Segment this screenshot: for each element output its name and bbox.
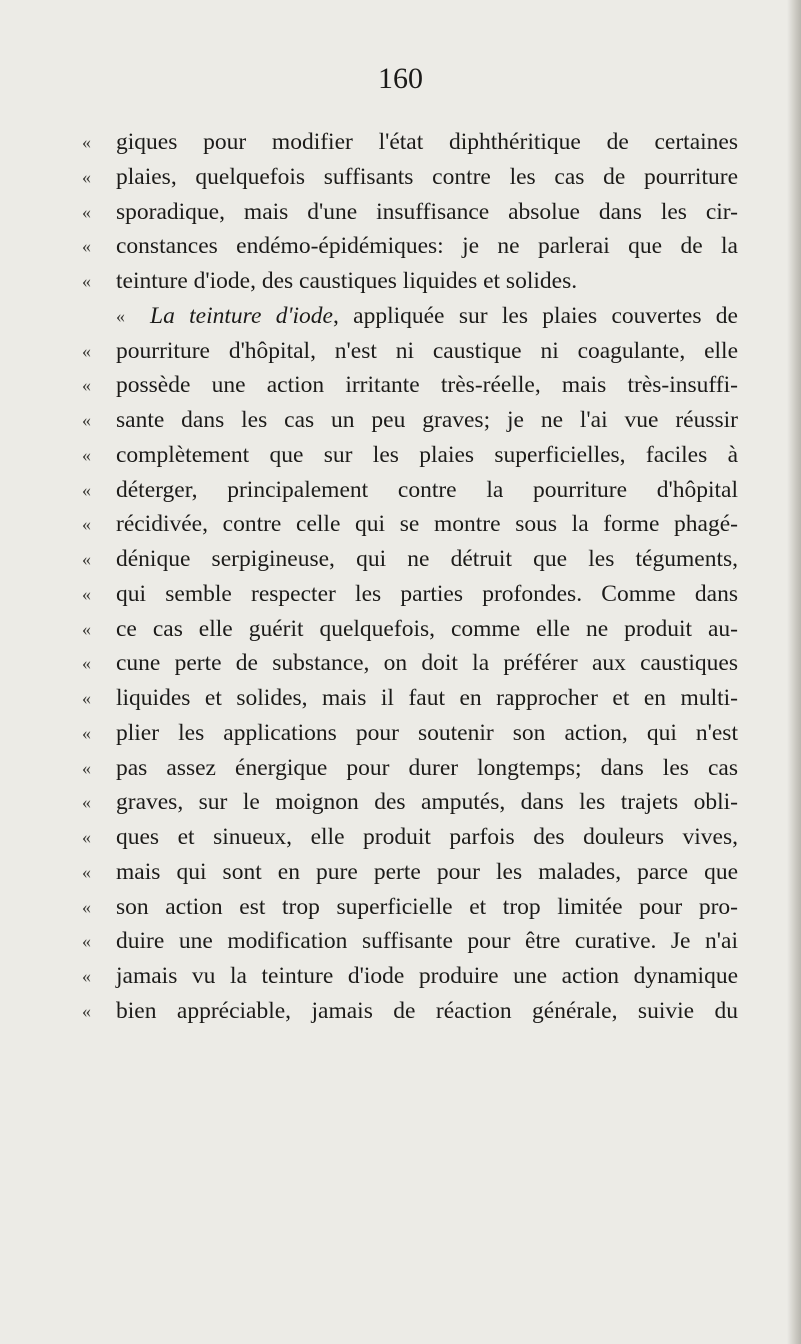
text-line — [82, 751, 738, 786]
italic-text: La teinture d'iode — [150, 302, 333, 329]
text-line — [82, 403, 738, 438]
text-line — [82, 195, 738, 230]
text-line — [82, 507, 738, 542]
body-text — [82, 125, 738, 1029]
line-text: graves, sur le moignon des amputés, dans les trajets obli- — [116, 789, 738, 816]
text-line — [82, 229, 738, 264]
quote-mark: « — [82, 861, 91, 882]
quote-mark: « — [82, 688, 91, 708]
line-text: son action est trop superficielle et trop limitée pour pro- — [116, 893, 738, 920]
quote-mark: « — [82, 479, 91, 500]
quote-mark: « — [82, 236, 91, 257]
page-number: 160 — [378, 62, 423, 95]
quote-mark: « — [82, 618, 91, 639]
line-text: plier les applications pour soutenir son action, qui n'est — [116, 719, 738, 746]
text-line — [82, 438, 738, 473]
quote-mark: « — [82, 1000, 91, 1021]
quote-mark: « — [82, 444, 91, 465]
line-text: teinture d'iode, des caustiques liquides et solides. — [116, 268, 578, 294]
quote-mark: « — [82, 653, 91, 674]
quote-mark: « — [82, 410, 91, 430]
text-line — [82, 264, 738, 299]
line-text: jamais vu la teinture d'iode produire une action dynamique — [116, 963, 738, 989]
line-text: bien appréciable, jamais de réaction générale, suivie du — [116, 997, 738, 1024]
text-line — [82, 681, 738, 716]
quote-mark: « — [82, 896, 91, 917]
quote-mark: « — [82, 549, 91, 569]
quote-mark: « — [82, 583, 91, 604]
line-text: giques pour modifier l'état diphthéritique de certaines — [116, 129, 738, 155]
text-line — [82, 125, 738, 160]
line-text: sante dans les cas un peu graves; je ne l'ai vue réussir — [116, 407, 738, 433]
quote-mark: « — [82, 132, 91, 152]
quote-mark: « — [82, 166, 91, 187]
line-text: ques et sinueux, elle produit parfois des douleurs vives, — [116, 824, 738, 850]
line-text: liquides et solides, mais il faut en rapprocher et en multi- — [116, 685, 738, 711]
quote-mark: « — [82, 931, 91, 952]
quote-mark: « — [82, 827, 91, 847]
line-text: déterger, principalement contre la pourriture d'hôpital — [116, 476, 738, 503]
line-text: , appliquée sur les plaies couvertes de — [332, 302, 738, 329]
text-line — [82, 646, 738, 681]
line-text: plaies, quelquefois suffisants contre les cas de pourriture — [116, 163, 738, 190]
line-text: duire une modification suffisante pour être curative. Je n'ai — [116, 928, 738, 955]
quote-mark: « — [82, 340, 91, 361]
quote-mark: « — [82, 966, 91, 986]
quote-mark: « — [82, 514, 91, 535]
line-text: cune perte de substance, on doit la préférer aux caustiques — [116, 650, 738, 677]
quote-mark: « — [82, 722, 91, 743]
text-line — [82, 924, 738, 959]
text-line — [116, 299, 738, 334]
text-line — [82, 577, 738, 612]
quote-mark: « — [116, 305, 125, 326]
line-text: qui semble respecter les parties profondes. Comme dans — [116, 580, 738, 607]
text-line — [82, 612, 738, 647]
text-line — [82, 820, 738, 855]
line-text: ce cas elle guérit quelquefois, comme elle ne produit au- — [116, 615, 738, 642]
line-text: possède une action irritante très-réelle, mais très-insuffi- — [116, 372, 738, 399]
quote-mark: « — [82, 792, 91, 813]
text-line — [82, 994, 738, 1029]
text-line — [82, 160, 738, 195]
text-line — [82, 959, 738, 994]
line-text: sporadique, mais d'une insuffisance absolue dans les cir- — [116, 198, 738, 225]
text-line — [82, 368, 738, 403]
text-line — [82, 716, 738, 751]
line-text: pas assez énergique pour durer longtemps; dans les cas — [116, 754, 738, 781]
quote-mark: « — [82, 757, 91, 778]
text-line — [82, 890, 738, 925]
quote-mark: « — [82, 375, 91, 396]
page-edge-shadow — [787, 0, 801, 1344]
line-text: mais qui sont en pure perte pour les malades, parce que — [116, 858, 738, 885]
text-line — [82, 855, 738, 890]
line-text: pourriture d'hôpital, n'est ni caustique ni coagulante, elle — [116, 337, 738, 364]
text-line — [82, 542, 738, 577]
line-text: constances endémo-épidémiques: je ne parlerai que de la — [116, 233, 738, 260]
line-text: récidivée, contre celle qui se montre sous la forme phagé- — [116, 511, 738, 538]
line-text: complètement que sur les plaies superficielles, faciles à — [116, 441, 738, 468]
text-line — [82, 785, 738, 820]
quote-mark: « — [82, 201, 91, 222]
line-text: dénique serpigineuse, qui ne détruit que les téguments, — [116, 546, 738, 572]
text-line — [82, 473, 738, 508]
text-line — [82, 334, 738, 369]
quote-mark: « — [82, 271, 91, 291]
